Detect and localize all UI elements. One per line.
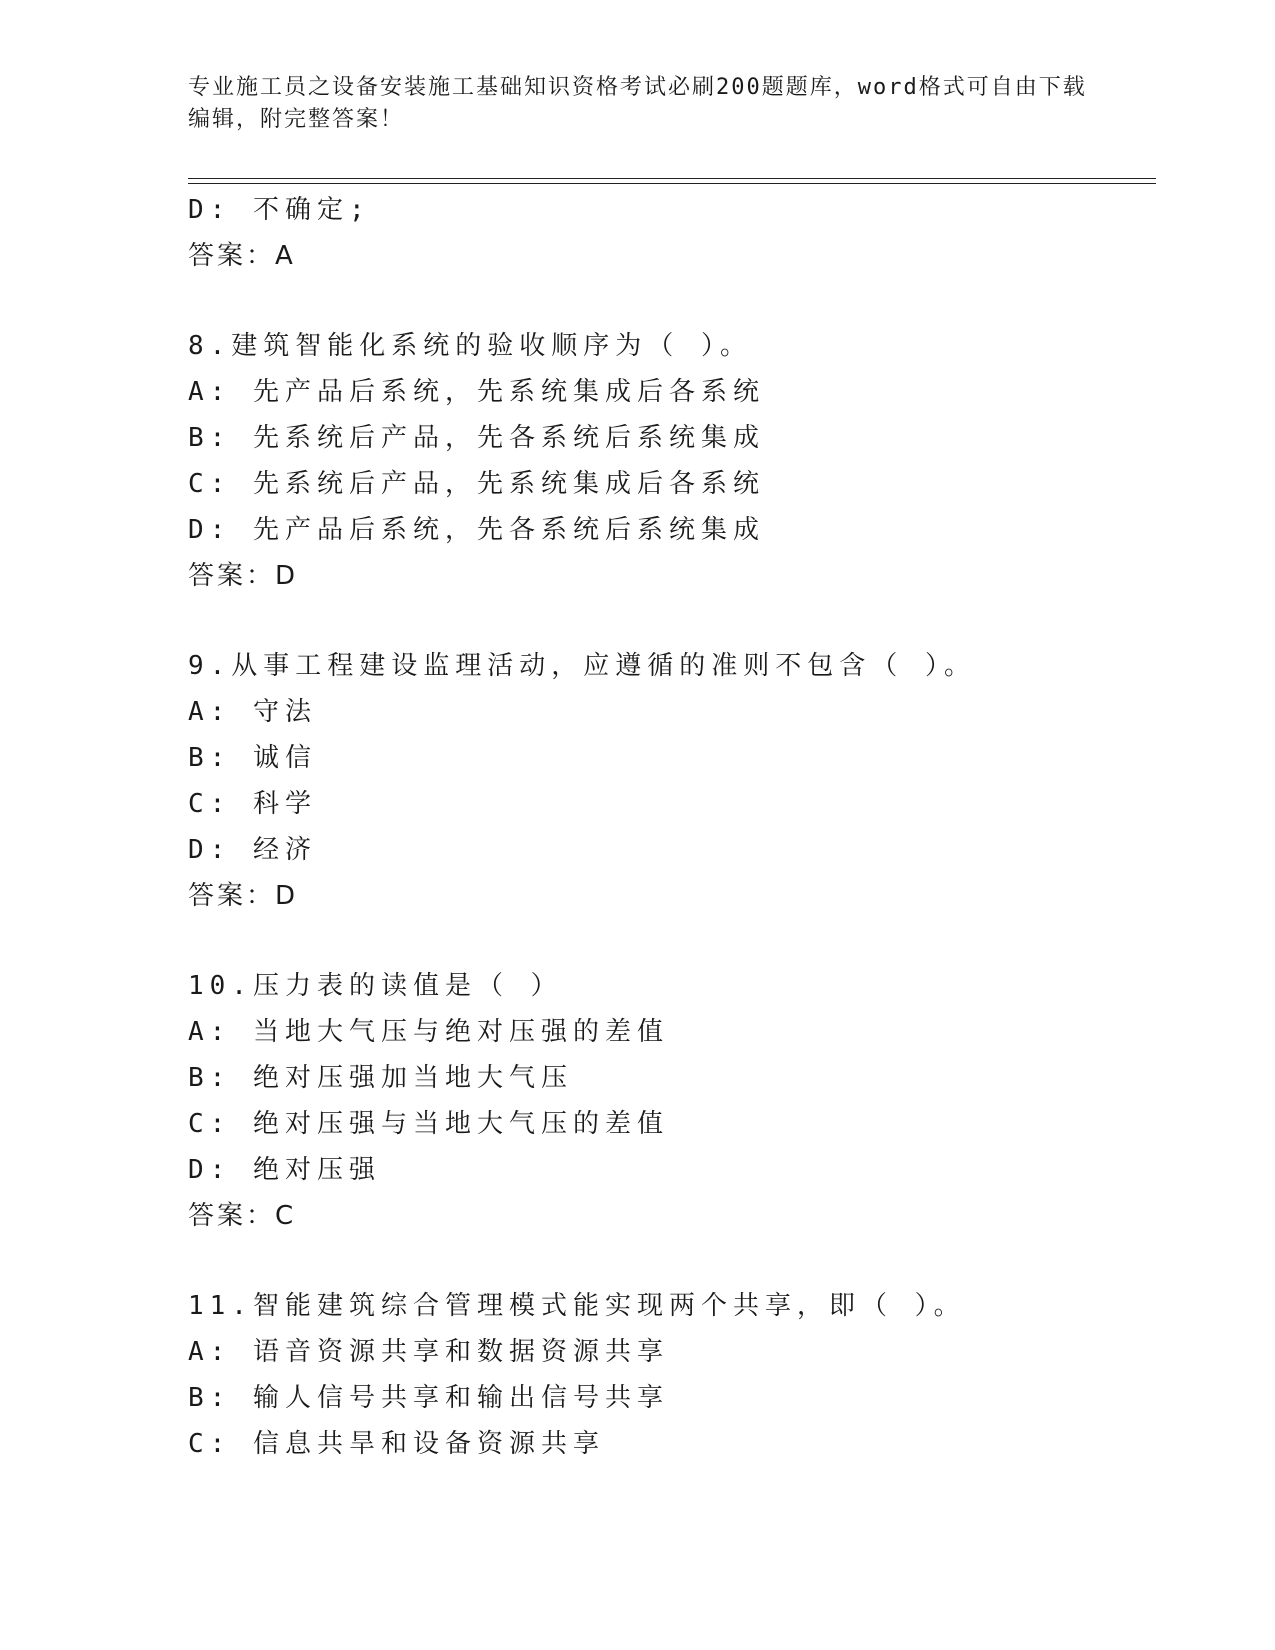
question-11 (188, 1283, 1148, 1467)
header-rule-bottom (188, 183, 1156, 184)
option-a: A: 守法 (188, 697, 317, 727)
question-stem: 11.智能建筑综合管理模式能实现两个共享，即（ ）。 (188, 1291, 966, 1321)
option-b: B: 输人信号共享和输出信号共享 (188, 1383, 669, 1413)
option-c: C: 信息共旱和设备资源共享 (188, 1429, 605, 1459)
option-d: D: 先产品后系统，先各系统后系统集成 (188, 515, 765, 545)
answer-line: 答案：A (188, 241, 296, 271)
question-10 (188, 963, 1148, 1239)
header-title: 专业施工员之设备安装施工基础知识资格考试必刷200题题库，word格式可自由下载编辑，附完整答案！ (188, 75, 1087, 132)
option-c: C: 绝对压强与当地大气压的差值 (188, 1109, 669, 1139)
option-d: D: 经济 (188, 835, 317, 865)
question-9 (188, 643, 1148, 919)
option-a: A: 语音资源共享和数据资源共享 (188, 1337, 669, 1367)
document-header (188, 72, 1088, 136)
question-8 (188, 323, 1148, 599)
option-b: B: 先系统后产品，先各系统后系统集成 (188, 423, 765, 453)
header-rule-top (188, 178, 1156, 179)
question-stem: 8.建筑智能化系统的验收顺序为（ ）。 (188, 331, 752, 361)
option-a: A: 先产品后系统，先系统集成后各系统 (188, 377, 765, 407)
option-c: C: 科学 (188, 789, 317, 819)
option-b: B: 绝对压强加当地大气压 (188, 1063, 573, 1093)
option-a: A: 当地大气压与绝对压强的差值 (188, 1017, 669, 1047)
option-c: C: 先系统后产品，先系统集成后各系统 (188, 469, 765, 499)
question-list (188, 187, 1148, 1467)
option-b: B: 诚信 (188, 743, 317, 773)
answer-line: 答案：D (188, 561, 299, 591)
option-d: D: 不确定; (188, 195, 371, 225)
answer-line: 答案：C (188, 1201, 297, 1231)
question-stem: 10.压力表的读值是（ ） (188, 971, 563, 1001)
question-stem: 9.从事工程建设监理活动，应遵循的准则不包含（ ）。 (188, 651, 976, 681)
answer-line: 答案：D (188, 881, 299, 911)
option-d: D: 绝对压强 (188, 1155, 381, 1185)
